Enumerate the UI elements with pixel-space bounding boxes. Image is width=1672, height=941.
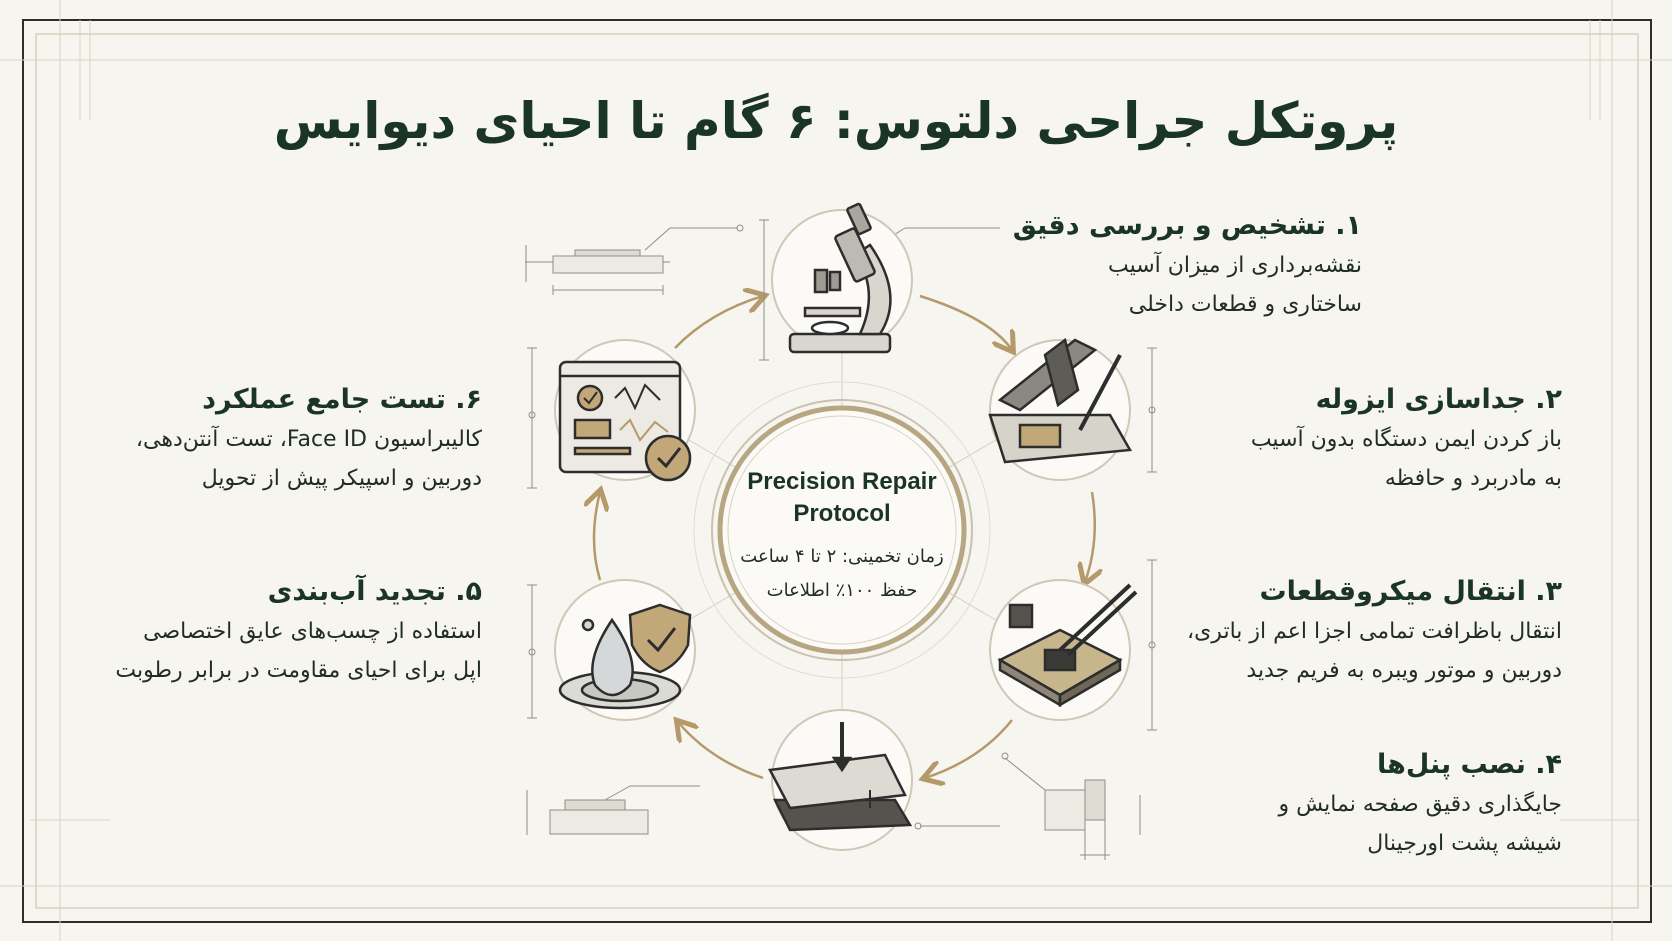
step-5-line2: اپل برای احیای مقاومت در برابر رطوبت xyxy=(115,658,482,683)
center-title-line2: Protocol xyxy=(793,500,891,527)
step-2-line2: به مادربرد و حافظه xyxy=(1384,466,1562,491)
step-5 xyxy=(115,572,482,690)
center-label xyxy=(702,466,982,608)
step-5-line1: استفاده از چسب‌های عایق اختصاصی xyxy=(143,619,482,644)
step-4-line1: جایگذاری دقیق صفحه نمایش و xyxy=(1278,792,1562,817)
step-4-title: ۴. نصب پنل‌ها xyxy=(1377,749,1562,780)
step-6 xyxy=(136,380,482,498)
center-time: زمان تخمینی: ۲ تا ۴ ساعت xyxy=(740,546,944,567)
step-3-line1: انتقال باظرافت تمامی اجزا اعم از باتری، xyxy=(1186,619,1562,644)
step-3-line2: دوربین و موتور ویبره به فریم جدید xyxy=(1246,658,1562,683)
center-title-line1: Precision Repair xyxy=(747,468,937,495)
step-5-title: ۵. تجدید آب‌بندی xyxy=(267,576,482,607)
step-3 xyxy=(1187,572,1562,690)
step-2 xyxy=(1251,380,1562,498)
step-6-title: ۶. تست جامع عملکرد xyxy=(202,384,482,415)
center-data: حفظ ۱۰۰٪ اطلاعات xyxy=(766,580,918,601)
step-6-line2: دوربین و اسپیکر پیش از تحویل xyxy=(201,466,482,491)
step-1-title: ۱. تشخیص و بررسی دقیق xyxy=(1012,210,1362,241)
step-6-line1: کالیبراسیون Face ID، تست آنتن‌دهی، xyxy=(135,427,482,452)
step-1-line1: نقشه‌برداری از میزان آسیب xyxy=(1107,253,1362,278)
page-title: پروتکل جراحی دلتوس: ۶ گام تا احیای دیوایس xyxy=(273,92,1399,150)
step-2-line1: باز کردن ایمن دستگاه بدون آسیب xyxy=(1250,427,1562,452)
step-4-line2: شیشه پشت اورجینال xyxy=(1367,831,1562,856)
step-4 xyxy=(1279,745,1563,863)
step-1 xyxy=(1013,206,1362,324)
step-2-title: ۲. جداسازی ایزوله xyxy=(1315,384,1562,415)
step-3-title: ۳. انتقال میکروقطعات xyxy=(1259,576,1562,607)
step-1-line2: ساختاری و قطعات داخلی xyxy=(1128,292,1362,317)
test-dashboard-icon xyxy=(560,362,690,480)
